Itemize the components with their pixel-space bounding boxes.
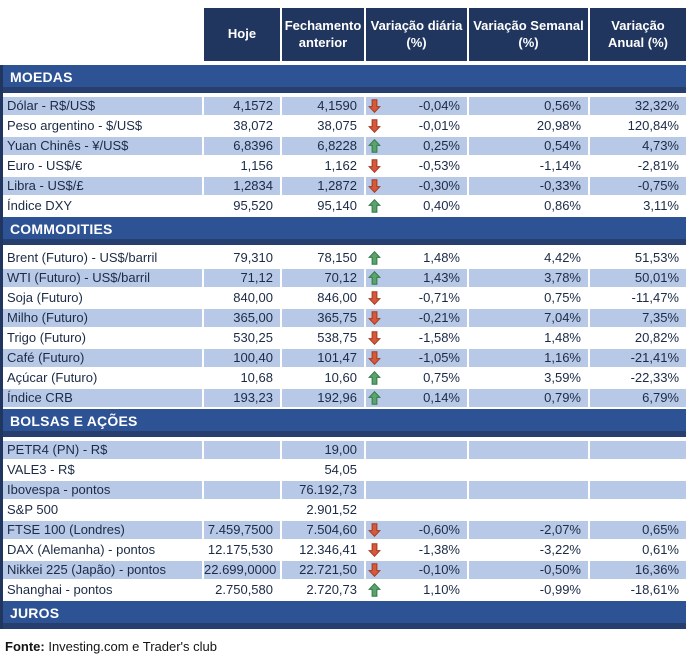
cell-fechamento-anterior: 846,00 [282,289,364,307]
variacao-diaria-value: -0,53% [418,158,460,173]
cell-fechamento-anterior: 95,140 [282,197,364,215]
down-arrow-icon [368,291,381,305]
cell-variacao-anual: 20,82% [590,329,686,347]
section-title: COMMODITIES [10,220,113,237]
row-label: Café (Futuro) [3,349,202,367]
cell-variacao-semanal: 0,56% [469,97,588,115]
cell-hoje [204,501,280,519]
row-label: Trigo (Futuro) [3,329,202,347]
cell-variacao-semanal [469,481,588,499]
cell-fechamento-anterior: 7.504,60 [282,521,364,539]
cell-variacao-diaria [366,541,467,559]
cell-hoje: 6,8396 [204,137,280,155]
cell-hoje: 7.459,7500 [204,521,280,539]
table-row [3,541,686,559]
cell-hoje: 22.699,0000 [204,561,280,579]
cell-fechamento-anterior: 538,75 [282,329,364,347]
cell-variacao-anual [590,481,686,499]
row-label: Yuan Chinês - ¥/US$ [3,137,202,155]
cell-variacao-anual: -11,47% [590,289,686,307]
row-label: Brent (Futuro) - US$/barril [3,249,202,267]
variacao-diaria-value: 1,43% [423,270,460,285]
cell-variacao-anual: 3,11% [590,197,686,215]
cell-fechamento-anterior: 1,162 [282,157,364,175]
up-arrow-icon [368,583,381,597]
cell-variacao-anual: -18,61% [590,581,686,599]
cell-hoje [204,441,280,459]
table-row [3,461,686,479]
cell-fechamento-anterior: 12.346,41 [282,541,364,559]
cell-variacao-semanal [469,461,588,479]
cell-variacao-diaria [366,97,467,115]
variacao-diaria-value: 1,10% [423,582,460,597]
up-arrow-icon [368,199,381,213]
down-arrow-icon [368,331,381,345]
cell-variacao-diaria [366,369,467,387]
section-header [3,65,686,93]
table-row [3,369,686,387]
cell-variacao-anual: 4,73% [590,137,686,155]
row-label: Soja (Futuro) [3,289,202,307]
table-row [3,309,686,327]
up-arrow-icon [368,271,381,285]
cell-fechamento-anterior: 22.721,50 [282,561,364,579]
variacao-diaria-value: 0,25% [423,138,460,153]
row-label: PETR4 (PN) - R$ [3,441,202,459]
cell-variacao-semanal: -0,99% [469,581,588,599]
cell-variacao-diaria [366,581,467,599]
cell-variacao-semanal: 1,48% [469,329,588,347]
variacao-diaria-value: -0,30% [418,178,460,193]
cell-variacao-anual: -0,75% [590,177,686,195]
cell-variacao-semanal: 4,42% [469,249,588,267]
cell-variacao-anual: 7,35% [590,309,686,327]
cell-variacao-diaria [366,157,467,175]
cell-hoje: 365,00 [204,309,280,327]
down-arrow-icon [368,543,381,557]
cell-variacao-diaria [366,117,467,135]
cell-hoje: 12.175,530 [204,541,280,559]
cell-variacao-anual [590,441,686,459]
row-label: Shanghai - pontos [3,581,202,599]
table-row [3,389,686,407]
cell-variacao-semanal: 0,54% [469,137,588,155]
cell-variacao-anual: 50,01% [590,269,686,287]
table-row [3,97,686,115]
cell-variacao-semanal: -1,14% [469,157,588,175]
row-label: VALE3 - R$ [3,461,202,479]
down-arrow-icon [368,351,381,365]
cell-hoje: 530,25 [204,329,280,347]
cell-variacao-semanal: 0,79% [469,389,588,407]
cell-variacao-diaria [366,441,467,459]
cell-fechamento-anterior: 4,1590 [282,97,364,115]
cell-variacao-anual: 0,61% [590,541,686,559]
cell-variacao-semanal: 1,16% [469,349,588,367]
cell-hoje: 95,520 [204,197,280,215]
cell-fechamento-anterior: 10,60 [282,369,364,387]
row-label: Índice DXY [3,197,202,215]
table-row [3,349,686,367]
table-row [3,289,686,307]
down-arrow-icon [368,99,381,113]
down-arrow-icon [368,523,381,537]
row-label: Euro - US$/€ [3,157,202,175]
table-row [3,481,686,499]
cell-hoje: 840,00 [204,289,280,307]
table-row [3,117,686,135]
table-row [3,441,686,459]
cell-hoje: 71,12 [204,269,280,287]
cell-fechamento-anterior: 1,2872 [282,177,364,195]
row-label: S&P 500 [3,501,202,519]
row-label: Índice CRB [3,389,202,407]
variacao-diaria-value: -0,60% [418,522,460,537]
table-row [3,269,686,287]
source-text: Investing.com e Trader's club [44,639,218,654]
cell-variacao-anual: -2,81% [590,157,686,175]
cell-variacao-diaria [366,389,467,407]
cell-hoje: 4,1572 [204,97,280,115]
cell-variacao-anual: 6,79% [590,389,686,407]
cell-variacao-anual: -22,33% [590,369,686,387]
cell-variacao-semanal: -0,33% [469,177,588,195]
cell-hoje: 1,156 [204,157,280,175]
cell-fechamento-anterior: 6,8228 [282,137,364,155]
cell-variacao-semanal: -2,07% [469,521,588,539]
cell-fechamento-anterior: 76.192,73 [282,481,364,499]
cell-hoje [204,461,280,479]
cell-variacao-diaria [366,461,467,479]
variacao-diaria-value: 0,14% [423,390,460,405]
source-label: Fonte: [5,639,45,654]
cell-variacao-diaria [366,137,467,155]
cell-hoje: 193,23 [204,389,280,407]
variacao-diaria-value: -1,05% [418,350,460,365]
header-corner [0,8,202,61]
table-body [0,65,686,629]
cell-variacao-anual: 0,65% [590,521,686,539]
cell-fechamento-anterior: 365,75 [282,309,364,327]
cell-variacao-diaria [366,269,467,287]
cell-variacao-semanal: 3,78% [469,269,588,287]
column-header: Fechamento anterior [282,8,364,61]
variacao-diaria-value: -0,71% [418,290,460,305]
cell-variacao-anual: 51,53% [590,249,686,267]
down-arrow-icon [368,311,381,325]
cell-fechamento-anterior: 19,00 [282,441,364,459]
table-row [3,501,686,519]
variacao-diaria-value: -0,21% [418,310,460,325]
cell-variacao-diaria [366,561,467,579]
cell-variacao-diaria [366,481,467,499]
section-title: MOEDAS [10,68,73,85]
cell-fechamento-anterior: 192,96 [282,389,364,407]
cell-fechamento-anterior: 101,47 [282,349,364,367]
variacao-diaria-value: -0,01% [418,118,460,133]
column-header: Variação diária (%) [366,8,467,61]
variacao-diaria-value: 0,75% [423,370,460,385]
cell-variacao-anual [590,501,686,519]
row-label: WTI (Futuro) - US$/barril [3,269,202,287]
variacao-diaria-value: -0,04% [418,98,460,113]
table-row [3,157,686,175]
cell-variacao-anual: 16,36% [590,561,686,579]
cell-variacao-diaria [366,501,467,519]
cell-hoje: 1,2834 [204,177,280,195]
column-header: Hoje [204,8,280,61]
cell-variacao-semanal: 0,75% [469,289,588,307]
table-row [3,581,686,599]
cell-hoje [204,481,280,499]
cell-hoje: 79,310 [204,249,280,267]
table-row [3,197,686,215]
cell-variacao-semanal [469,441,588,459]
cell-hoje: 10,68 [204,369,280,387]
table-row [3,329,686,347]
cell-variacao-diaria [366,521,467,539]
row-label: Libra - US$/£ [3,177,202,195]
variacao-diaria-value: 1,48% [423,250,460,265]
table-row [3,561,686,579]
cell-variacao-diaria [366,249,467,267]
row-label: Milho (Futuro) [3,309,202,327]
row-label: Nikkei 225 (Japão) - pontos [3,561,202,579]
cell-variacao-diaria [366,177,467,195]
cell-variacao-semanal: 20,98% [469,117,588,135]
down-arrow-icon [368,119,381,133]
table-row [3,249,686,267]
variacao-diaria-value: -1,58% [418,330,460,345]
cell-fechamento-anterior: 2.720,73 [282,581,364,599]
down-arrow-icon [368,159,381,173]
cell-hoje: 100,40 [204,349,280,367]
variacao-diaria-value: 0,40% [423,198,460,213]
section-header [3,217,686,245]
column-headers [0,8,689,61]
up-arrow-icon [368,251,381,265]
row-label: Dólar - R$/US$ [3,97,202,115]
cell-variacao-diaria [366,349,467,367]
cell-fechamento-anterior: 2.901,52 [282,501,364,519]
cell-variacao-semanal [469,501,588,519]
cell-fechamento-anterior: 38,075 [282,117,364,135]
row-label: Ibovespa - pontos [3,481,202,499]
cell-variacao-anual: 32,32% [590,97,686,115]
down-arrow-icon [368,563,381,577]
table-row [3,137,686,155]
cell-variacao-diaria [366,329,467,347]
financial-summary-sheet [0,8,689,664]
section-title: JUROS [10,604,60,621]
up-arrow-icon [368,391,381,405]
cell-fechamento-anterior: 78,150 [282,249,364,267]
cell-variacao-diaria [366,289,467,307]
cell-variacao-semanal: 0,86% [469,197,588,215]
cell-variacao-semanal: 3,59% [469,369,588,387]
source-note [5,639,689,654]
up-arrow-icon [368,371,381,385]
row-label: Peso argentino - $/US$ [3,117,202,135]
cell-fechamento-anterior: 54,05 [282,461,364,479]
cell-fechamento-anterior: 70,12 [282,269,364,287]
row-label: Açúcar (Futuro) [3,369,202,387]
cell-hoje: 38,072 [204,117,280,135]
cell-variacao-semanal: -3,22% [469,541,588,559]
row-label: FTSE 100 (Londres) [3,521,202,539]
variacao-diaria-value: -0,10% [418,562,460,577]
column-header: Variação Anual (%) [590,8,686,61]
table-row [3,177,686,195]
cell-variacao-diaria [366,197,467,215]
cell-hoje: 2.750,580 [204,581,280,599]
row-label: DAX (Alemanha) - pontos [3,541,202,559]
variacao-diaria-value: -1,38% [418,542,460,557]
cell-variacao-semanal: -0,50% [469,561,588,579]
table-row [3,521,686,539]
cell-variacao-anual [590,461,686,479]
up-arrow-icon [368,139,381,153]
cell-variacao-anual: -21,41% [590,349,686,367]
section-header [3,409,686,437]
cell-variacao-semanal: 7,04% [469,309,588,327]
cell-variacao-anual: 120,84% [590,117,686,135]
down-arrow-icon [368,179,381,193]
column-header: Variação Semanal (%) [469,8,588,61]
section-header [3,601,686,629]
section-title: BOLSAS E AÇÕES [10,412,138,429]
cell-variacao-diaria [366,309,467,327]
